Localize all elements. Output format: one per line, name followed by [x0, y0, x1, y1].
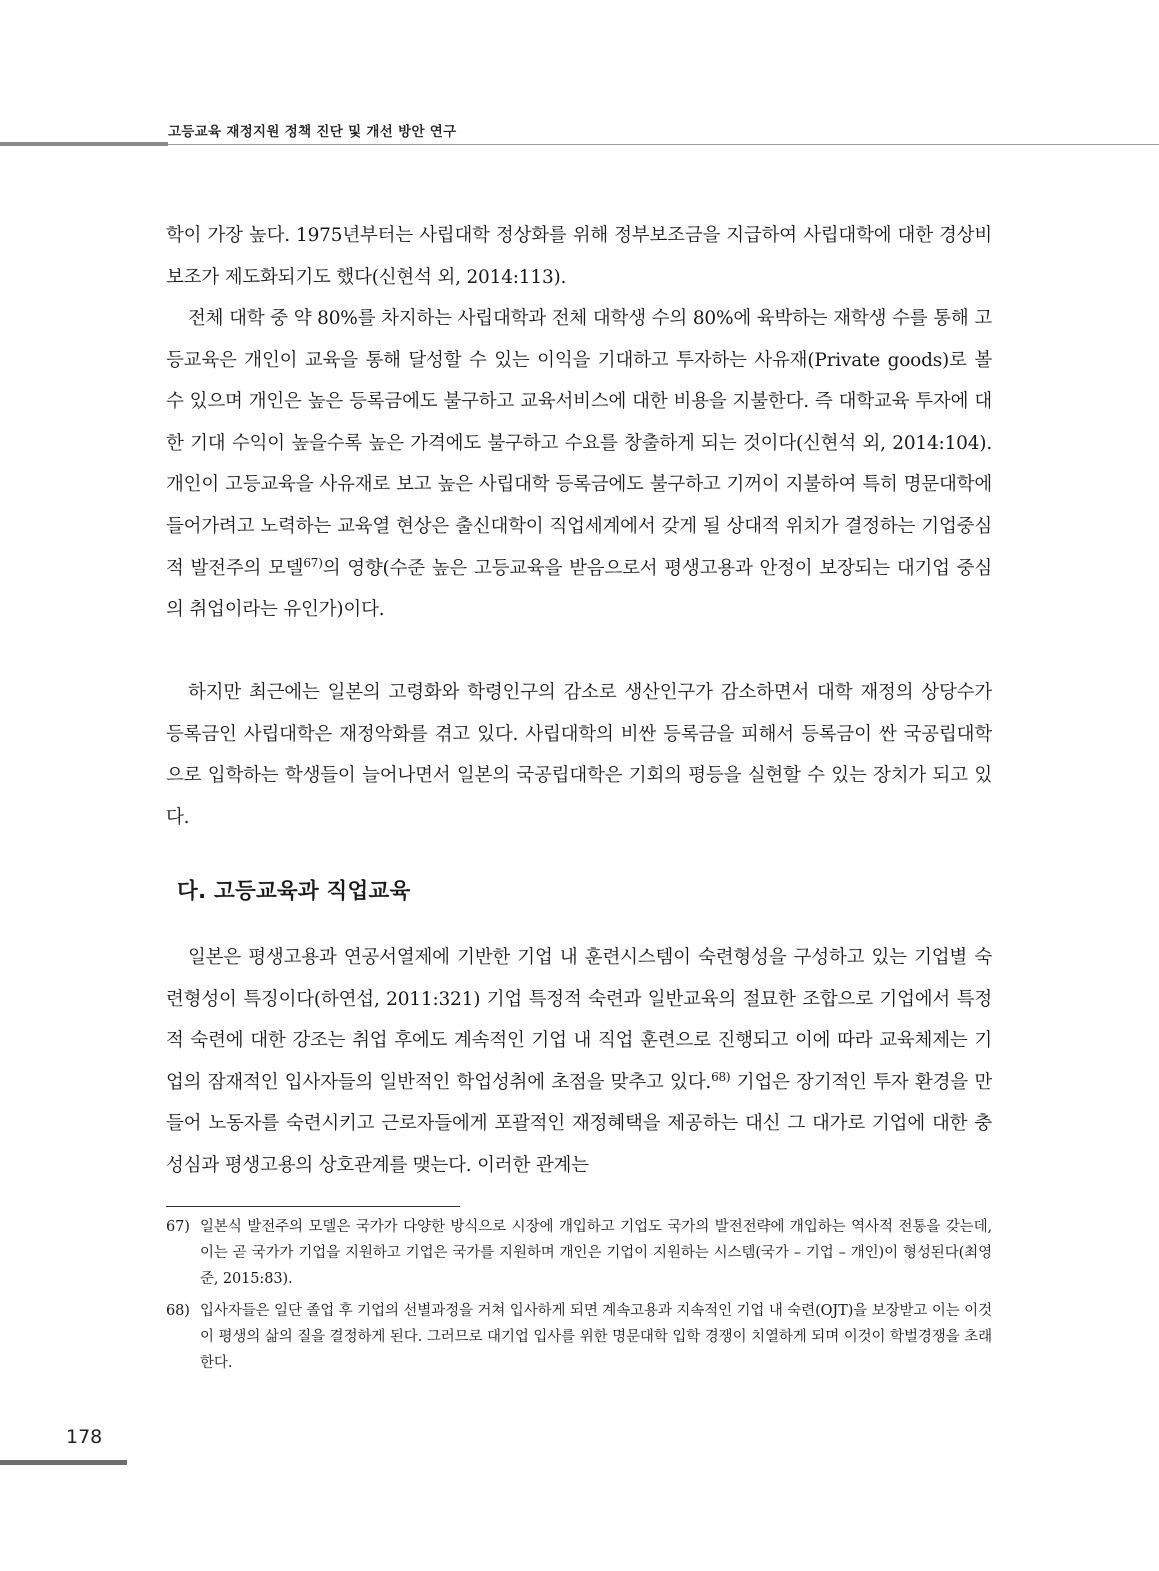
footnote-separator: [166, 1206, 460, 1207]
header-rule-thick: [0, 142, 168, 146]
footnote-marker: 68): [166, 1303, 190, 1319]
footnote-ref-67: 67): [303, 555, 323, 570]
body-paragraph-2: [166, 298, 992, 631]
section-heading: 다. 고등교육과 직업교육: [177, 879, 411, 904]
footnote-text: 일본식 발전주의 모델은 국가가 다양한 방식으로 시장에 개입하고 기업도 국가의 발전전략에 개입하는 역사적 전통을 갖는데, 이는 곧 국가가 기업을 지원하고 기업은 국가를 지원하며 개인은 기업이 지원하는 시스템(국가 – 기업 – 개인)이 형성된다(최영준, 2015:83).: [200, 1219, 992, 1287]
body-paragraph-2-text-b: 의 영향(수준 높은 고등교육을 받음으로서 평생고용과 안정이 보장되는 대기업 중심의 취업이라는 유인가)이다.: [166, 557, 992, 621]
body-paragraph-1: 학이 가장 높다. 1975년부터는 사립대학 정상화를 위해 정부보조금을 지급하여 사립대학에 대한 경상비 보조가 제도화되기도 했다(신현석 외, 2014:113).: [166, 225, 992, 288]
body-paragraph-2-text-a: 전체 대학 중 약 80%를 차지하는 사립대학과 전체 대학생 수의 80%에 육박하는 재학생 수를 통해 고등교육은 개인이 교육을 통해 달성할 수 있는 이익을 기대하고 투자하는 사유재(Private goods)로 볼 수 있으며 개인은 높은 등록금에도 불구하고 교육서비스에 대한 비용을 지불한다. 즉 대학교육 투자에 대한 기대 수익이 높을수록 높은 가격에도 불구하고 수요를 창출하게 되는 것이다(신현석 외, 2014:104). 개인이 고등교육을 사유재로 보고 높은 사립대학 등록금에도 불구하고 기꺼이 지불하여 특히 명문대학에 들어가려고 노력하는 교육열 현상은 출신대학이 직업세계에서 갖게 될 상대적 위치가 결정하는 기업중심적 발전주의 모델: [166, 308, 992, 579]
body-paragraph-4-text-b: 기업은 장기적인 투자 환경을 만들어 노동자를 숙련시키고 근로자들에게 포괄적인 재정혜택을 제공하는 대신 그 대가로 기업에 대한 충성심과 평생고용의 상호관계를 맺는다. 이러한 관계는: [166, 1071, 992, 1176]
header-rule-thin: [168, 144, 1159, 145]
footnote-67: [166, 1214, 992, 1292]
footnote-text: 입사자들은 일단 졸업 후 기업의 선별과정을 거쳐 입사하게 되면 계속고용과 지속적인 기업 내 숙련(OJT)을 보장받고 이는 이것이 평생의 삶의 질을 결정하게 된다. 그러므로 대기업 입사를 위한 명문대학 입학 경쟁이 치열하게 되며 이것이 학벌경쟁을 초래한다.: [200, 1303, 992, 1371]
page-number: 178: [66, 1426, 103, 1448]
footer-rule: [0, 1460, 127, 1465]
body-paragraph-4-text-a: 일본은 평생고용과 연공서열제에 기반한 기업 내 훈련시스템이 숙련형성을 구성하고 있는 기업별 숙련형성이 특징이다(하연섭, 2011:321) 기업 특정적 숙련과 일반교육의 절묘한 조합으로 기업에서 특정적 숙련에 대한 강조는 취업 후에도 계속적인 기업 내 직업 훈련으로 진행되고 이에 따라 교육체제는 기업의 잠재적인 입사자들의 일반적인 학업성취에 초점을 맞추고 있다.: [166, 947, 992, 1093]
footnote-marker: 67): [166, 1219, 190, 1235]
footnote-68: [166, 1298, 992, 1376]
footnote-ref-68: 68): [711, 1069, 731, 1084]
body-paragraph-3: 하지만 최근에는 일본의 고령화와 학령인구의 감소로 생산인구가 감소하면서 대학 재정의 상당수가 등록금인 사립대학은 재정악화를 겪고 있다. 사립대학의 비싼 등록금을 피해서 등록금이 싼 국공립대학으로 입학하는 학생들이 늘어나면서 일본의 국공립대학은 기회의 평등을 실현할 수 있는 장치가 되고 있다.: [166, 682, 992, 828]
running-header-title: 고등교육 재정지원 정책 진단 및 개선 방안 연구: [168, 124, 457, 140]
body-paragraph-4: [166, 937, 992, 1187]
